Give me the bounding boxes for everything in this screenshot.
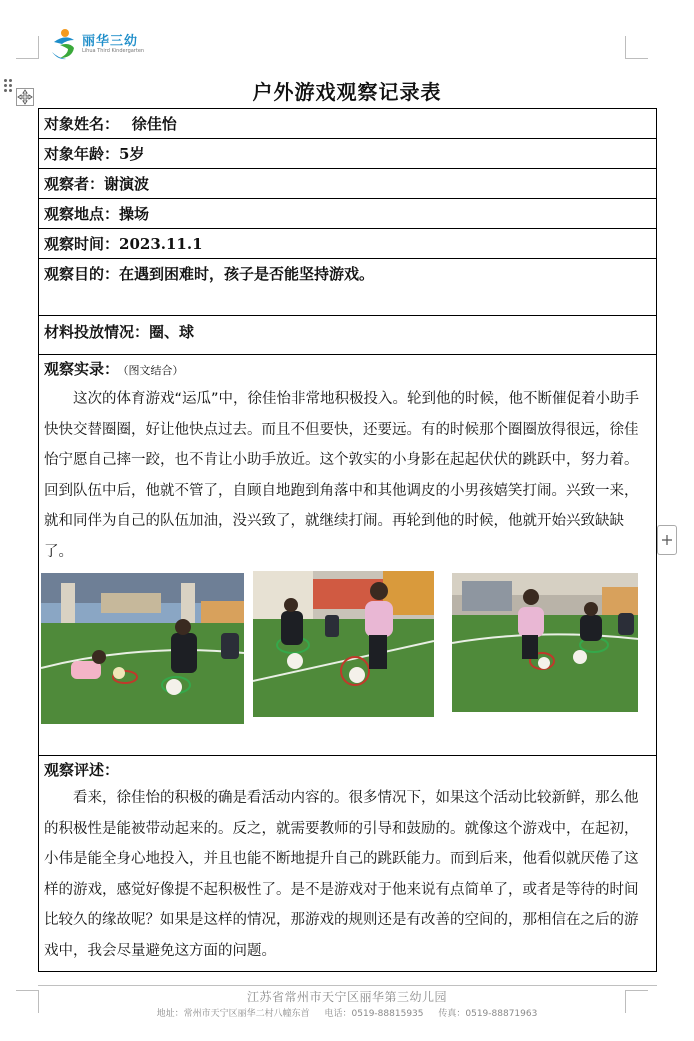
comment-label: 观察评述： [44, 761, 120, 779]
record-label: 观察实录： [44, 360, 120, 378]
observation-form [38, 108, 657, 972]
logo-text: 丽华三幼 [82, 34, 139, 49]
age-label: 对象年龄： [44, 145, 120, 163]
photo-children-sitting [41, 573, 244, 724]
footer-school-name: 江苏省常州市天宁区丽华第三幼儿园 [246, 990, 447, 1004]
comment-heading [44, 757, 656, 783]
record-text: 这次的体育游戏“运瓜”中，徐佳怡非常地积极投入。轮到他的时候，他不断催促着小助手快快交替圈圈，好让他快点过去。而且不但要快，还要远。有的时候那个圈圈放得很远，徐佳怡宁愿自己摔一跤，也不肯让小助手放近。这个敦实的小身影在起起伏伏的跳跃中，努力着。回到队伍中后，他就不管了，自顾自地跑到角落中和其他调皮的小男孩嬉笑打闹。兴致一来，就和同伴为自己的队伍加油，没兴致了，就继续打闹。再轮到他的时候，他就开始兴致缺缺了。 [44, 391, 640, 560]
row-record [39, 355, 656, 756]
footer-fax: 传真：0519-88871963 [438, 1009, 538, 1019]
comment-text: 看来，徐佳怡的积极的确是看活动内容的。很多情况下，如果这个活动比较新鲜，那么他的积极性是能被带动起来的。反之，就需要教师的引导和鼓励的。就像这个游戏中，在起初，小伟是能全身心地投入，并且也能不断地提升自己的跳跃能力。而到后来，他看似就厌倦了这样的游戏，感觉好像提不起积极性了。是不是游戏对于他来说有点简单了，或者是等待的时间比较久的缘故呢？如果是这样的情况，那游戏的规则还是有改善的空间的，那相信在之后的游戏中，我会尽量避免这方面的问题。 [44, 790, 639, 959]
plus-icon [658, 526, 676, 554]
footer-contact [0, 1006, 694, 1019]
purpose-value: 在遇到困难时，孩子是否能坚持游戏。 [119, 265, 375, 283]
age-value: 5岁 [119, 145, 145, 163]
row-purpose [39, 259, 656, 316]
crop-mark-top-left [16, 36, 39, 59]
row-location [39, 199, 656, 229]
observer-value: 谢演波 [104, 175, 150, 193]
record-note: （图文结合） [123, 364, 184, 377]
photo-1-image [41, 573, 244, 724]
materials-label: 材料投放情况： [44, 323, 150, 341]
name-value: 徐佳怡 [131, 115, 177, 133]
logo-subtext: Lihua Third Kindergarten [82, 48, 145, 54]
add-column-button[interactable] [657, 525, 677, 555]
footer-phone: 电话：0519-88815935 [324, 1009, 424, 1019]
record-heading [44, 356, 656, 384]
photo-children-playing [452, 573, 638, 712]
time-label: 观察时间： [44, 235, 120, 253]
photo-2-image [253, 571, 434, 717]
row-observer [39, 169, 656, 199]
row-materials [39, 316, 656, 355]
purpose-label: 观察目的： [44, 265, 120, 283]
photo-girl-with-ball [253, 571, 434, 717]
location-value: 操场 [119, 205, 150, 223]
logo-mark-icon [50, 28, 80, 60]
row-comment [39, 756, 656, 971]
school-logo [50, 26, 150, 62]
row-name [39, 109, 656, 139]
crop-mark-top-right [625, 36, 648, 59]
observer-label: 观察者： [44, 175, 105, 193]
location-label: 观察地点： [44, 205, 120, 223]
page-title: 户外游戏观察记录表 [252, 80, 442, 104]
footer-address: 地址：常州市天宁区丽华二村八幢东首 [156, 1009, 310, 1019]
time-value: 2023.11.1 [119, 235, 203, 253]
row-time [39, 229, 656, 259]
row-age [39, 139, 656, 169]
name-label: 对象姓名： [44, 115, 120, 133]
photo-3-image [452, 573, 638, 712]
footer-divider [38, 985, 657, 986]
materials-value: 圈、球 [149, 323, 195, 341]
